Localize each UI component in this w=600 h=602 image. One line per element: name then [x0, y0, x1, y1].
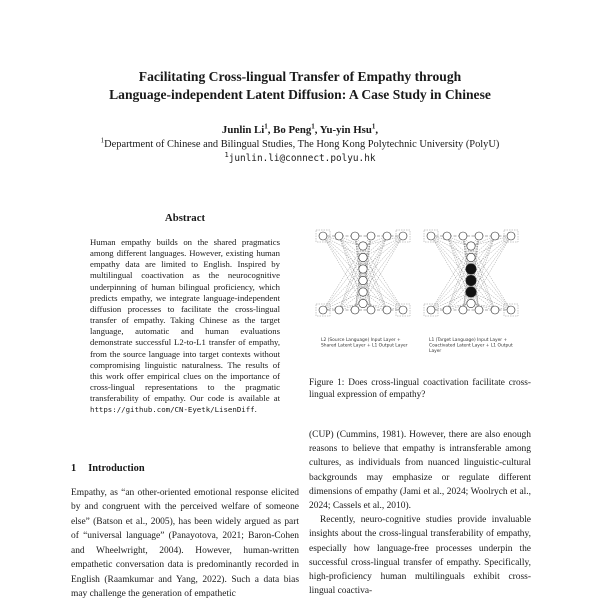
network-node — [359, 253, 367, 261]
network-node — [466, 275, 476, 285]
network-node — [359, 288, 367, 296]
network-node — [359, 265, 367, 273]
author-list — [0, 124, 600, 136]
code-url-link[interactable]: https://github.com/CN-Eyetk/LisenDiff — [90, 405, 255, 415]
network-node — [475, 232, 483, 240]
email-link[interactable]: junlin.li@connect.polyu.hk — [228, 153, 376, 164]
network-node — [427, 232, 435, 240]
network-node — [367, 306, 375, 314]
introduction-body: Empathy, as “an other-oriented emotional response elicited by and congruent with the perceived welfare of someone else” (Batson et al., 2005), has been widely argued as part of “universal language” (Panayotova, 2021; Baron-Cohen and Wheelwright, 2004). However, human-written empathetic conversation data is predominantly recorded in English (Raamkumar and Yang, 2022). Such a data bias may challenge the generation of empathetic — [71, 488, 299, 600]
right-network-diagram — [424, 230, 518, 316]
network-node — [319, 232, 327, 240]
author-name: Yu-yin Hsu — [319, 124, 372, 136]
network-node — [427, 306, 435, 314]
figure-1 — [309, 210, 533, 370]
network-node — [507, 232, 515, 240]
affiliation-superscript: 1 — [100, 136, 105, 145]
title-line-2: Language-independent Latent Diffusion: A Case Study in Chinese — [109, 87, 491, 102]
network-node — [466, 287, 476, 297]
network-node — [367, 232, 375, 240]
network-node — [359, 276, 367, 284]
network-node — [359, 242, 367, 250]
network-edge — [471, 236, 511, 281]
author-superscript: 1 — [311, 122, 315, 131]
network-node — [467, 253, 475, 261]
section-title: Introduction — [88, 463, 145, 474]
figure-1-caption: Figure 1: Does cross-lingual coactivation facilitate cross-lingual expression of empathy? — [309, 378, 531, 401]
network-node — [467, 242, 475, 250]
network-node — [467, 299, 475, 307]
figure-1-diagram — [309, 210, 533, 370]
network-node — [399, 232, 407, 240]
abstract-heading: Abstract — [164, 212, 206, 224]
author-separator: , — [267, 124, 274, 136]
author-name: Junlin Li — [221, 124, 265, 136]
network-node — [351, 232, 359, 240]
network-edge — [323, 236, 363, 281]
email-superscript: 1 — [224, 150, 229, 159]
left-panel-caption: L2 (Source Language) Input Layer + Shared Latent Layer + L1 Output Layer — [321, 338, 408, 349]
abstract-text: Human empathy builds on the shared pragmatics among different languages. However, existing human empathy data are limited to English. Inspired by multilingual coactivation as the neurocognitive underpinning of human bilingual proficiency, which predicts empathy, we integrate language-independent diffusion processes to facilitate the cross-lingual transfer of empathy. Taking Chinese as the target language, automatic and human evaluations demonstrate successful L2-to-L1 transfer of empathy, from the source language into target contexts without compromising linguistic naturalness. The results of this work offer empirical clues on the importance of cross-lingual representations to the pragmatic transferability of empathy. Our code is available at — [90, 237, 280, 404]
network-node — [399, 306, 407, 314]
network-edge — [431, 236, 471, 281]
network-node — [466, 264, 476, 274]
right-panel-caption: L1 (Target Language) Input Layer + Coactivated Latent Layer + L1 Output Layer — [429, 338, 513, 354]
network-edge — [471, 281, 511, 311]
network-node — [475, 306, 483, 314]
left-panel-caption-text: L2 (Source Language) Input Layer + — [321, 338, 401, 343]
network-node — [383, 232, 391, 240]
author-email — [0, 150, 600, 164]
section-number: 1 — [71, 463, 77, 474]
network-node — [335, 232, 343, 240]
network-node — [443, 232, 451, 240]
affiliation-text: Department of Chinese and Bilingual Studies, The Hong Kong Polytechnic University (PolyU) — [104, 139, 500, 150]
author-superscript: 1 — [371, 122, 376, 131]
network-edge — [323, 281, 363, 311]
abstract-end-punct: . — [254, 404, 257, 415]
author-separator: , — [314, 124, 320, 136]
affiliation — [0, 136, 600, 150]
network-node — [491, 306, 499, 314]
network-node — [319, 306, 327, 314]
author-name: Bo Peng — [273, 124, 312, 136]
section-heading-introduction — [71, 463, 145, 474]
paper-title — [0, 68, 600, 104]
abstract-body — [90, 237, 280, 416]
network-node — [383, 306, 391, 314]
network-node — [459, 232, 467, 240]
network-edge — [363, 281, 403, 311]
right-column-body — [309, 428, 531, 598]
network-edge — [363, 236, 403, 281]
left-network-diagram — [316, 230, 410, 316]
author-superscript: 1 — [264, 122, 268, 131]
network-node — [359, 299, 367, 307]
title-line-1: Facilitating Cross-lingual Transfer of Empathy through — [138, 69, 462, 84]
network-edge — [431, 281, 471, 311]
network-node — [459, 306, 467, 314]
network-node — [507, 306, 515, 314]
network-node — [443, 306, 451, 314]
network-node — [491, 232, 499, 240]
network-node — [335, 306, 343, 314]
right-paragraph-2: Recently, neuro-cognitive studies provide invaluable insights about the cross-lingual transferability of empathy, especially how language-free processes underpin the successful cross-lingual transfer of empathy. Specifically, high-proficiency human multilinguals exhibit cross-lingual coactiva- — [309, 515, 531, 597]
right-paragraph-1: (CUP) (Cummins, 1981). However, there are also enough reasons to believe that empathy is intransferable among cultures, as individuals from nuanced linguistic-cultural backgrounds may emphasize or regulate different dimensions of empathy (Jami et al., 2024; Woolrych et al., 2024; Cassels et al., 2010). — [309, 430, 531, 512]
author-trailing-comma: , — [375, 124, 379, 136]
right-panel-caption-text: L1 (Target Language) Input Layer + — [429, 338, 508, 343]
network-node — [351, 306, 359, 314]
